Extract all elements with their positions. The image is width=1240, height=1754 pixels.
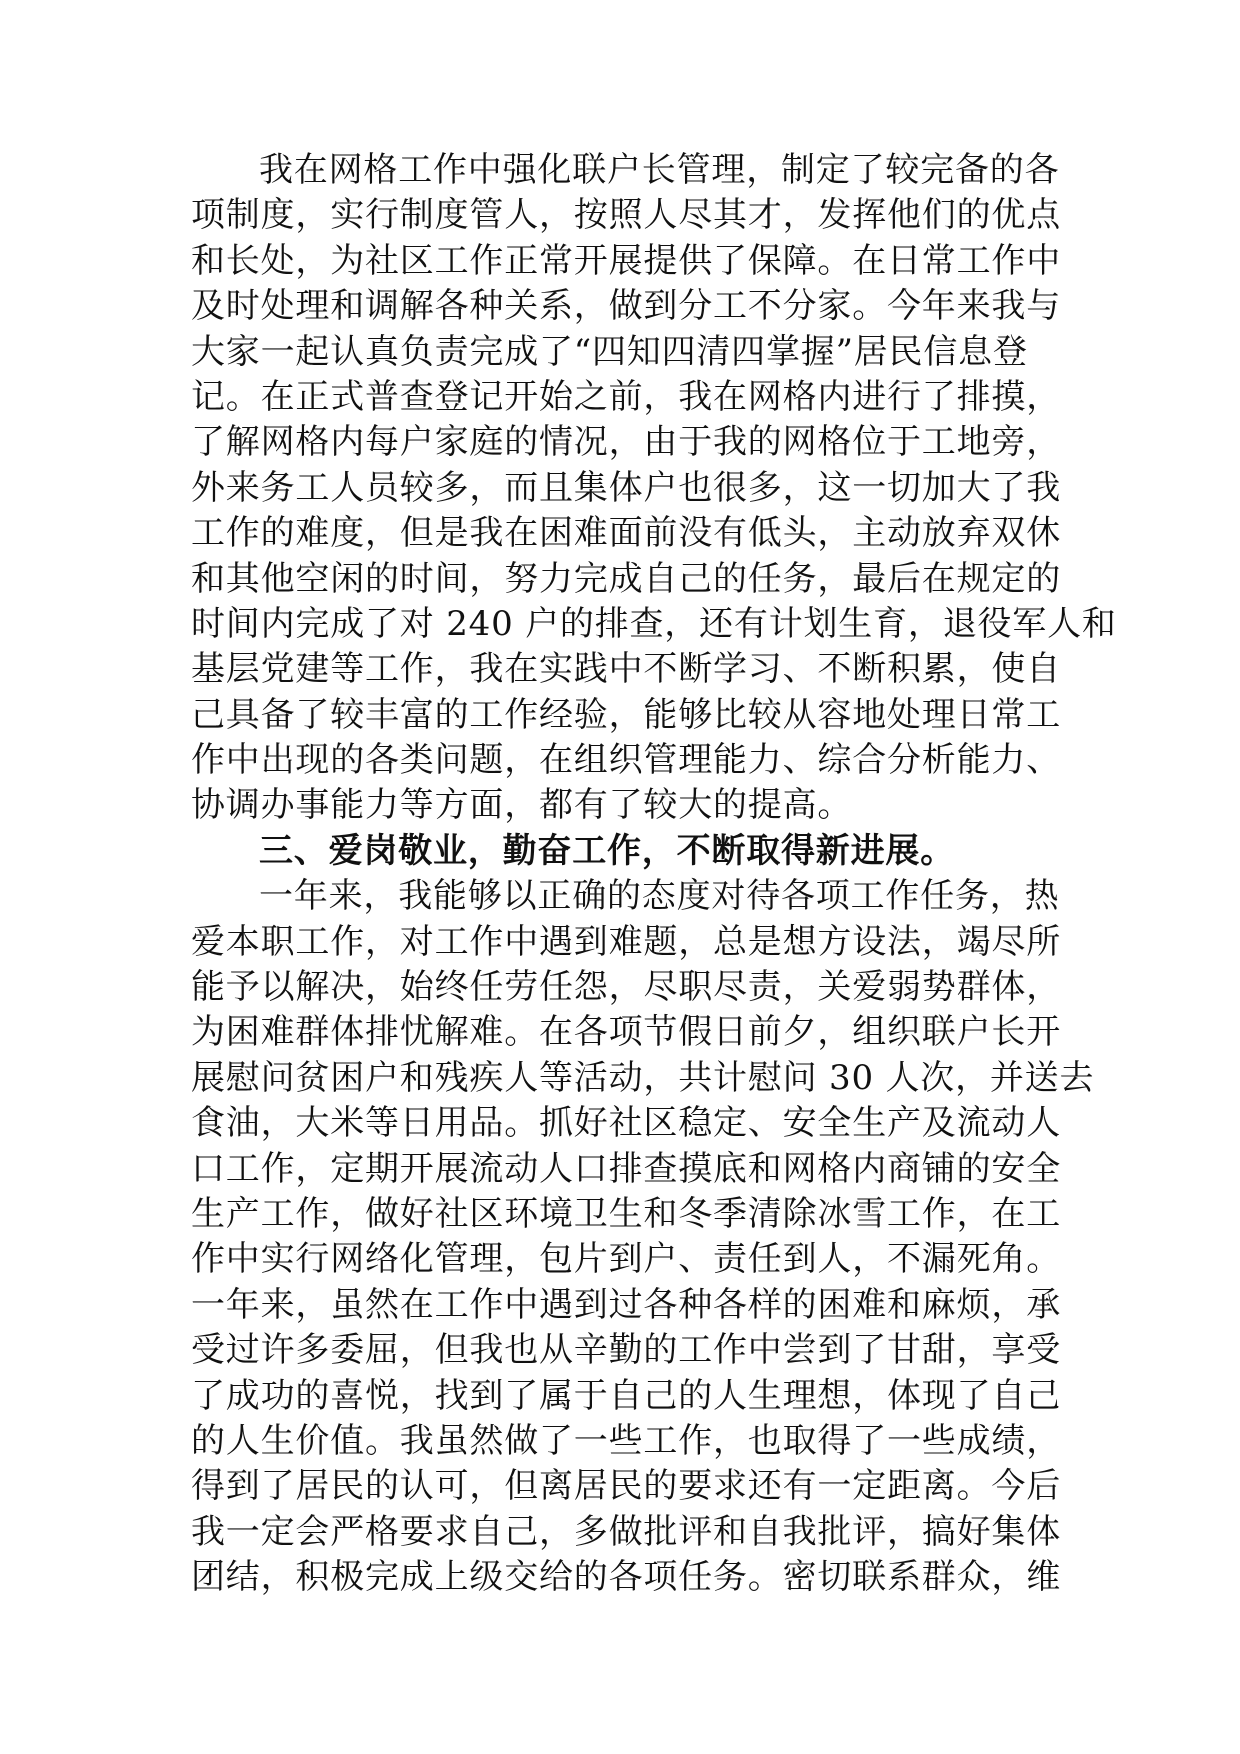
paragraph-1-line-11: 时间内完成了对 240 户的排查，还有计划生育，退役军人和 [191,603,1117,644]
paragraph-2-line-9: 作中实行网络化管理，包片到户、责任到人，不漏死角。 [191,1239,1061,1280]
paragraph-1-line-3: 和长处，为社区工作正常开展提供了保障。在日常工作中 [191,240,1061,281]
paragraph-1-line-5: 大家一起认真负责完成了“四知四清四掌握”居民信息登 [191,331,1028,372]
paragraph-1-line-4: 及时处理和调解各种关系，做到分工不分家。今年来我与 [191,286,1061,327]
paragraph-2-line-7: 口工作，定期开展流动人口排查摸底和网格内商铺的安全 [191,1148,1061,1189]
paragraph-2-line-1: 一年来，我能够以正确的态度对待各项工作任务，热 [259,876,1060,917]
paragraph-1-line-15: 协调办事能力等方面，都有了较大的提高。 [191,785,853,826]
paragraph-1-line-6: 记。在正式普查登记开始之前，我在网格内进行了排摸， [191,376,1061,417]
paragraph-2-line-8: 生产工作，做好社区环境卫生和冬季清除冰雪工作，在工 [191,1193,1061,1234]
paragraph-2-line-15: 我一定会严格要求自己，多做批评和自我批评，搞好集体 [191,1511,1061,1552]
paragraph-2-line-5: 展慰问贫困户和残疾人等活动，共计慰问 30 人次，并送去 [191,1057,1095,1098]
document-body [191,148,1117,1601]
paragraph-2-line-10: 一年来，虽然在工作中遇到过各种各样的困难和麻烦，承 [191,1284,1061,1325]
paragraph-1-line-2: 项制度，实行制度管人，按照人尽其才，发挥他们的优点 [191,195,1061,236]
paragraph-2-line-12: 了成功的喜悦，找到了属于自己的人生理想，体现了自己 [191,1375,1061,1416]
paragraph-1-line-14: 作中出现的各类问题，在组织管理能力、综合分析能力、 [191,740,1061,781]
section-heading: 三、爱岗敬业，勤奋工作，不断取得新进展。 [259,830,955,871]
paragraph-1-line-9: 工作的难度，但是我在困难面前没有低头，主动放弃双休 [191,513,1061,554]
paragraph-1-line-8: 外来务工人员较多，而且集体户也很多，这一切加大了我 [191,467,1061,508]
paragraph-2-line-6: 食油，大米等日用品。抓好社区稳定、安全生产及流动人 [191,1103,1061,1144]
paragraph-2-line-13: 的人生价值。我虽然做了一些工作，也取得了一些成绩， [191,1420,1061,1461]
paragraph-1-line-1: 我在网格工作中强化联户长管理，制定了较完备的各 [259,150,1060,190]
paragraph-2-line-14: 得到了居民的认可，但离居民的要求还有一定距离。今后 [191,1466,1061,1507]
paragraph-2-line-4: 为困难群体排忧解难。在各项节假日前夕，组织联户长开 [191,1012,1061,1053]
paragraph-1-line-12: 基层党建等工作，我在实践中不断学习、不断积累，使自 [191,649,1061,690]
paragraph-2-line-11: 受过许多委屈，但我也从辛勤的工作中尝到了甘甜，享受 [191,1330,1061,1371]
paragraph-1-line-10: 和其他空闲的时间，努力完成自己的任务，最后在规定的 [191,558,1061,599]
paragraph-1-line-7: 了解网格内每户家庭的情况，由于我的网格位于工地旁， [191,422,1061,463]
paragraph-1-line-13: 己具备了较丰富的工作经验，能够比较从容地处理日常工 [191,694,1061,735]
paragraph-2-line-2: 爱本职工作，对工作中遇到难题，总是想方设法，竭尽所 [191,921,1061,962]
paragraph-2-line-16: 团结，积极完成上级交给的各项任务。密切联系群众，维 [191,1557,1061,1598]
paragraph-2-line-3: 能予以解决，始终任劳任怨，尽职尽责，关爱弱势群体， [191,967,1061,1008]
